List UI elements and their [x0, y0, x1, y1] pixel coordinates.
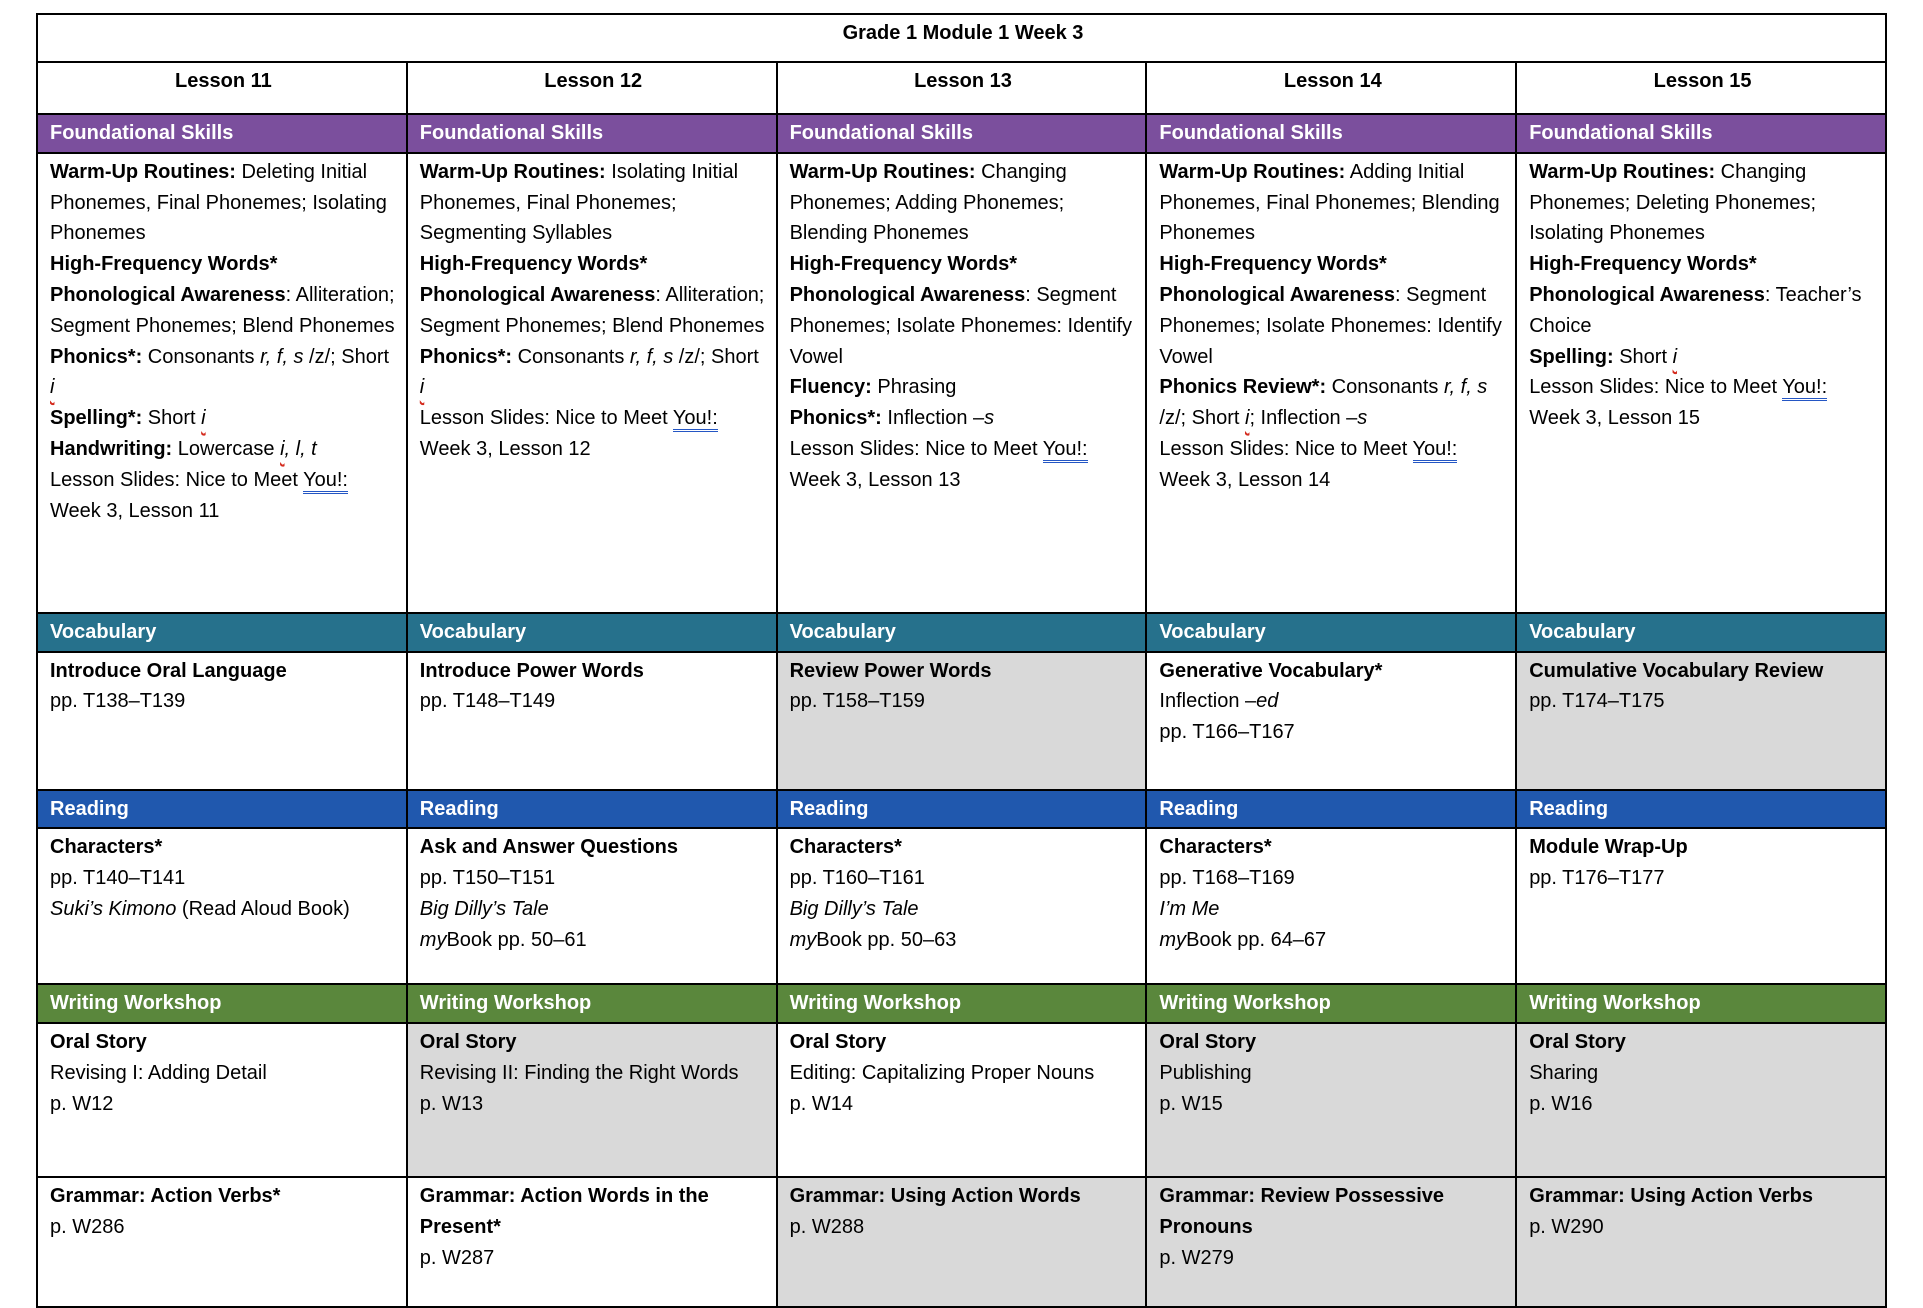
lesson-15-reading-section-header: Reading: [1516, 790, 1886, 829]
text-span: : Segment Phonemes; Isolate Phonemes: Identify Vowel: [1159, 283, 1502, 368]
text-span: Warm-Up Routines:: [789, 160, 976, 183]
text-span: /z/; Short: [673, 345, 759, 368]
text-line: [790, 1089, 1137, 1120]
text-line: [790, 686, 1137, 717]
lesson-12-header: Lesson 12: [407, 62, 777, 114]
text-span: Short: [1613, 345, 1673, 368]
text-line: [1159, 1089, 1506, 1120]
text-line: [420, 925, 767, 956]
text-line: [1159, 1243, 1506, 1274]
text-line: [420, 1243, 767, 1274]
text-span: Consonants: [512, 345, 630, 368]
text-span: r, f, s: [1443, 376, 1488, 399]
text-span: Phonological Awareness: [50, 283, 286, 306]
text-line: [790, 372, 1137, 403]
text-line: [1159, 656, 1506, 687]
grammarcheck-flagged-text: You!:: [1413, 438, 1458, 463]
text-line: [790, 832, 1137, 863]
lesson-12-foundational-cell: [407, 153, 777, 613]
text-span: Phonological Awareness: [789, 283, 1026, 306]
text-span: Grammar: Review Possessive Pronouns: [1159, 1185, 1444, 1238]
lesson-13-foundational-cell: [777, 153, 1147, 613]
text-span: Lesson Slides: Nice to Meet: [1529, 376, 1783, 399]
text-span: Revising II: Finding the Right Words: [419, 1061, 739, 1084]
lesson-13-header: Lesson 13: [777, 62, 1147, 114]
text-line: [420, 832, 767, 863]
text-line: [1529, 280, 1876, 342]
text-span: Phonics*:: [789, 407, 882, 430]
text-span: High-Frequency Words*: [1159, 253, 1387, 276]
text-line: [1529, 863, 1876, 894]
text-span: Grammar: Action Verbs*: [50, 1185, 281, 1208]
lesson-14-reading-cell: [1146, 828, 1516, 984]
text-span: Adding Initial Phonemes, Final Phonemes; Blending Phonemes: [1159, 160, 1500, 245]
reading-content-row: [37, 828, 1886, 984]
text-span: Week 3, Lesson 13: [789, 468, 961, 491]
text-span: Oral Story: [1529, 1031, 1626, 1054]
text-line: [50, 656, 397, 687]
text-span: (Read Aloud Book): [176, 897, 350, 920]
text-span: Introduce Power Words: [419, 659, 644, 682]
text-line: [1529, 1212, 1876, 1243]
text-line: [790, 249, 1137, 280]
text-span: Consonants: [1326, 376, 1444, 399]
text-span: Phonological Awareness: [1529, 283, 1765, 306]
text-line: [1529, 656, 1876, 687]
text-span: Sharing: [1529, 1061, 1599, 1084]
text-line: [420, 1181, 767, 1243]
lesson-14-header: Lesson 14: [1146, 62, 1516, 114]
vocabulary-section-header-row: [37, 613, 1886, 652]
text-span: Lowercase: [172, 437, 281, 460]
lesson-13-vocabulary-cell: [777, 652, 1147, 790]
spellcheck-flagged-text: i: [419, 376, 425, 399]
lesson-15-foundational-section-header: Foundational Skills: [1516, 114, 1886, 153]
writing-oral-story-row: [37, 1023, 1886, 1177]
lesson-11-foundational-cell: [37, 153, 407, 613]
text-span: pp. T158–T159: [789, 690, 925, 713]
writing-grammar-row: [37, 1177, 1886, 1307]
lesson-15-foundational-cell: [1516, 153, 1886, 613]
text-span: : Alliteration; Segment Phonemes; Blend Phonemes: [419, 283, 765, 337]
text-line: [1529, 157, 1876, 249]
text-span: ; Inflection –: [1249, 407, 1358, 430]
text-span: pp. T148–T149: [419, 690, 556, 713]
text-span: pp. T166–T167: [1159, 721, 1295, 744]
lesson-11-header: Lesson 11: [37, 62, 407, 114]
text-line: [420, 342, 767, 404]
text-span: Ask and Answer Questions: [419, 836, 679, 859]
lesson-11-vocabulary-section-header: Vocabulary: [37, 613, 407, 652]
text-line: [1529, 686, 1876, 717]
lesson-11-writing-section-header: Writing Workshop: [37, 984, 407, 1023]
lesson-14-reading-section-header: Reading: [1146, 790, 1516, 829]
text-line: [1529, 832, 1876, 863]
text-line: [50, 1089, 397, 1120]
lesson-13-foundational-section-header: Foundational Skills: [777, 114, 1147, 153]
lesson-12-foundational-section-header: Foundational Skills: [407, 114, 777, 153]
text-span: Warm-Up Routines:: [1529, 160, 1716, 183]
text-span: Week 3, Lesson 15: [1529, 407, 1701, 430]
text-span: Suki’s Kimono: [50, 897, 177, 920]
writing-section-header-row: [37, 984, 1886, 1023]
lesson-13-vocabulary-section-header: Vocabulary: [777, 613, 1147, 652]
text-span: : Teacher’s Choice: [1529, 283, 1862, 337]
text-span: Oral Story: [50, 1031, 147, 1054]
text-span: pp. T160–T161: [789, 867, 925, 890]
text-span: p. W290: [1529, 1215, 1604, 1238]
text-line: [50, 1212, 397, 1243]
text-span: Warm-Up Routines:: [1159, 160, 1346, 183]
text-line: [50, 832, 397, 863]
text-line: [420, 894, 767, 925]
text-line: [420, 1027, 767, 1058]
spellcheck-flagged-text: i: [280, 437, 285, 460]
text-line: [790, 434, 1137, 496]
grammarcheck-flagged-text: You!:: [303, 469, 348, 494]
text-line: [790, 1058, 1137, 1089]
text-line: [1159, 863, 1506, 894]
text-span: I’m Me: [1159, 897, 1220, 920]
text-line: [790, 894, 1137, 925]
lesson-13-reading-section-header: Reading: [777, 790, 1147, 829]
lesson-15-vocabulary-cell: [1516, 652, 1886, 790]
text-line: [420, 249, 767, 280]
lesson-11-reading-section-header: Reading: [37, 790, 407, 829]
lesson-15-grammar-cell: [1516, 1177, 1886, 1307]
lesson-11-oral-cell: [37, 1023, 407, 1177]
text-span: Book pp. 50–61: [446, 928, 587, 951]
text-span: Inflection –: [881, 407, 985, 430]
text-line: [50, 249, 397, 280]
text-span: Lesson Slides: Nice to Meet: [789, 437, 1043, 460]
text-line: [1159, 686, 1506, 717]
spellcheck-flagged-text: i: [1244, 407, 1250, 430]
text-span: my: [789, 928, 817, 951]
title-row: [37, 14, 1886, 62]
text-span: Changing Phonemes; Deleting Phonemes; Isolating Phonemes: [1529, 160, 1817, 245]
text-line: [50, 157, 397, 249]
spellcheck-flagged-text: i: [1672, 345, 1678, 368]
text-line: [790, 1027, 1137, 1058]
lesson-15-header: Lesson 15: [1516, 62, 1886, 114]
text-line: [50, 1027, 397, 1058]
spellcheck-flagged-text: i: [50, 376, 55, 399]
text-span: Phonological Awareness: [1159, 283, 1396, 306]
text-span: Phonics*:: [419, 345, 513, 368]
text-span: Phonological Awareness: [419, 283, 656, 306]
lesson-12-vocabulary-cell: [407, 652, 777, 790]
text-line: [50, 465, 397, 527]
lesson-14-foundational-cell: [1146, 153, 1516, 613]
text-line: [1529, 249, 1876, 280]
text-span: Introduce Oral Language: [50, 659, 287, 682]
text-line: [50, 1181, 397, 1212]
text-span: Spelling:: [1529, 345, 1614, 368]
text-line: [790, 1212, 1137, 1243]
text-span: pp. T138–T139: [50, 690, 186, 713]
table-title: Grade 1 Module 1 Week 3: [37, 14, 1886, 62]
lesson-15-reading-cell: [1516, 828, 1886, 984]
text-span: Fluency:: [789, 376, 872, 399]
text-span: Week 3, Lesson 14: [1159, 468, 1331, 491]
lesson-12-reading-cell: [407, 828, 777, 984]
text-span: Changing Phonemes; Adding Phonemes; Blending Phonemes: [789, 160, 1067, 245]
text-span: p. W287: [419, 1246, 495, 1269]
text-line: [1159, 1058, 1506, 1089]
text-span: Oral Story: [1159, 1031, 1257, 1054]
text-span: Big Dilly’s Tale: [419, 897, 549, 920]
text-span: Phonics*:: [50, 345, 143, 368]
text-span: Consonants: [142, 345, 261, 368]
text-span: my: [419, 928, 447, 951]
text-line: [1159, 925, 1506, 956]
text-line: [420, 686, 767, 717]
text-line: [1159, 1027, 1506, 1058]
text-line: [50, 894, 397, 925]
text-span: pp. T140–T141: [50, 867, 186, 890]
lesson-14-foundational-section-header: Foundational Skills: [1146, 114, 1516, 153]
text-line: [1529, 1181, 1876, 1212]
text-span: s: [984, 407, 995, 430]
text-span: Book pp. 50–63: [816, 928, 957, 951]
text-span: High-Frequency Words*: [50, 253, 278, 276]
text-span: Lesson Slides: Nice to Meet: [419, 407, 673, 430]
text-span: Lesson Slides: Nice to Meet: [1159, 437, 1413, 460]
text-span: p. W279: [1159, 1246, 1234, 1269]
lesson-11-reading-cell: [37, 828, 407, 984]
text-span: Big Dilly’s Tale: [789, 897, 919, 920]
text-span: Grammar: Using Action Words: [789, 1185, 1081, 1208]
text-span: Review Power Words: [789, 659, 992, 682]
text-span: Isolating Initial Phonemes, Final Phonemes; Segmenting Syllables: [419, 160, 739, 245]
text-span: High-Frequency Words*: [419, 253, 648, 276]
text-line: [1159, 434, 1506, 496]
text-line: [50, 434, 397, 465]
lesson-14-vocabulary-cell: [1146, 652, 1516, 790]
text-line: [50, 342, 397, 404]
lesson-15-vocabulary-section-header: Vocabulary: [1516, 613, 1886, 652]
text-line: [1529, 1089, 1876, 1120]
lesson-13-writing-section-header: Writing Workshop: [777, 984, 1147, 1023]
lesson-12-writing-section-header: Writing Workshop: [407, 984, 777, 1023]
text-line: [1159, 832, 1506, 863]
text-span: Deleting Initial Phonemes, Final Phonemes; Isolating Phonemes: [50, 160, 387, 245]
text-span: ed: [1256, 690, 1279, 713]
text-span: High-Frequency Words*: [789, 253, 1018, 276]
text-line: [1159, 280, 1506, 372]
text-span: Characters*: [1159, 836, 1272, 859]
text-line: [1529, 342, 1876, 373]
text-line: [50, 686, 397, 717]
lesson-13-oral-cell: [777, 1023, 1147, 1177]
text-span: /z/; Short: [1159, 407, 1245, 430]
foundational-content-row: [37, 153, 1886, 613]
text-line: [420, 863, 767, 894]
text-span: /z/; Short: [303, 345, 390, 368]
text-line: [420, 1089, 767, 1120]
text-span: p. W288: [789, 1215, 865, 1238]
lesson-12-oral-cell: [407, 1023, 777, 1177]
lesson-14-grammar-cell: [1146, 1177, 1516, 1307]
text-line: [1159, 1181, 1506, 1243]
text-line: [50, 863, 397, 894]
text-line: [420, 1058, 767, 1089]
text-span: r, f, s: [629, 345, 674, 368]
text-span: pp. T176–T177: [1529, 867, 1665, 890]
text-span: Grammar: Action Words in the Present*: [419, 1185, 709, 1238]
text-span: Module Wrap-Up: [1529, 836, 1688, 859]
text-line: [790, 280, 1137, 372]
lesson-13-grammar-cell: [777, 1177, 1147, 1307]
text-span: Characters*: [50, 836, 163, 859]
text-line: [790, 925, 1137, 956]
lesson-14-oral-cell: [1146, 1023, 1516, 1177]
lesson-15-oral-cell: [1516, 1023, 1886, 1177]
text-span: Week 3, Lesson 11: [50, 499, 220, 522]
text-line: [1529, 1027, 1876, 1058]
grammarcheck-flagged-text: You!:: [1043, 438, 1088, 463]
text-line: [1159, 717, 1506, 748]
text-span: : Alliteration; Segment Phonemes; Blend Phonemes: [50, 283, 395, 337]
grammarcheck-flagged-text: You!:: [673, 407, 718, 432]
text-span: Editing: Capitalizing Proper Nouns: [789, 1061, 1095, 1084]
text-span: p. W15: [1159, 1092, 1223, 1115]
text-span: p. W286: [50, 1215, 125, 1238]
text-line: [1159, 157, 1506, 249]
text-line: [1159, 249, 1506, 280]
text-line: [790, 656, 1137, 687]
text-line: [420, 403, 767, 465]
text-span: Phrasing: [871, 376, 957, 399]
lesson-12-grammar-cell: [407, 1177, 777, 1307]
text-span: Phonics Review*:: [1159, 376, 1327, 399]
text-span: Spelling*:: [50, 407, 143, 430]
lesson-header-row: [37, 62, 1886, 114]
text-span: Generative Vocabulary*: [1159, 659, 1383, 682]
text-span: Short: [142, 407, 202, 430]
foundational-section-header-row: [37, 114, 1886, 153]
weekly-lesson-plan-table: [36, 13, 1887, 1308]
text-span: Inflection –: [1159, 690, 1257, 713]
lesson-14-writing-section-header: Writing Workshop: [1146, 984, 1516, 1023]
text-span: Lesson Slides: Nice to Meet: [50, 468, 304, 491]
text-line: [420, 656, 767, 687]
lesson-11-grammar-cell: [37, 1177, 407, 1307]
text-line: [790, 403, 1137, 434]
text-span: pp. T174–T175: [1529, 690, 1665, 713]
reading-section-header-row: [37, 790, 1886, 829]
lesson-13-reading-cell: [777, 828, 1147, 984]
text-line: [790, 863, 1137, 894]
text-line: [790, 157, 1137, 249]
text-span: Warm-Up Routines:: [50, 160, 236, 183]
text-span: Publishing: [1159, 1061, 1252, 1084]
text-line: [420, 280, 767, 342]
text-line: [1159, 372, 1506, 434]
text-line: [50, 1058, 397, 1089]
text-span: Grammar: Using Action Verbs: [1529, 1185, 1813, 1208]
text-line: [790, 1181, 1137, 1212]
text-span: r, f, s: [260, 345, 304, 368]
text-span: pp. T150–T151: [419, 867, 556, 890]
text-span: Revising I: Adding Detail: [50, 1061, 267, 1084]
text-span: s: [1357, 407, 1368, 430]
text-line: [420, 157, 767, 249]
text-span: Handwriting:: [50, 437, 173, 460]
text-span: Oral Story: [419, 1031, 517, 1054]
text-line: [1529, 1058, 1876, 1089]
text-span: my: [1159, 928, 1187, 951]
text-line: [50, 280, 397, 342]
text-span: Week 3, Lesson 12: [419, 437, 591, 460]
text-span: Oral Story: [789, 1031, 887, 1054]
text-line: [1529, 372, 1876, 434]
lesson-11-vocabulary-cell: [37, 652, 407, 790]
text-span: p. W16: [1529, 1092, 1593, 1115]
text-span: Cumulative Vocabulary Review: [1529, 659, 1824, 682]
text-span: , l, t: [284, 437, 317, 460]
text-span: Warm-Up Routines:: [419, 160, 606, 183]
grammarcheck-flagged-text: You!:: [1782, 376, 1827, 401]
spellcheck-flagged-text: i: [201, 407, 206, 430]
text-span: pp. T168–T169: [1159, 867, 1295, 890]
text-span: Book pp. 64–67: [1186, 928, 1327, 951]
lesson-12-vocabulary-section-header: Vocabulary: [407, 613, 777, 652]
lesson-15-writing-section-header: Writing Workshop: [1516, 984, 1886, 1023]
text-span: : Segment Phonemes; Isolate Phonemes: Identify Vowel: [789, 283, 1133, 368]
text-span: p. W14: [789, 1092, 853, 1115]
text-span: p. W12: [50, 1092, 114, 1115]
text-line: [50, 403, 397, 434]
vocabulary-content-row: [37, 652, 1886, 790]
lesson-12-reading-section-header: Reading: [407, 790, 777, 829]
text-span: Characters*: [789, 836, 902, 859]
lesson-14-vocabulary-section-header: Vocabulary: [1146, 613, 1516, 652]
lesson-11-foundational-section-header: Foundational Skills: [37, 114, 407, 153]
text-span: High-Frequency Words*: [1529, 253, 1757, 276]
text-span: p. W13: [419, 1092, 484, 1115]
text-line: [1159, 894, 1506, 925]
